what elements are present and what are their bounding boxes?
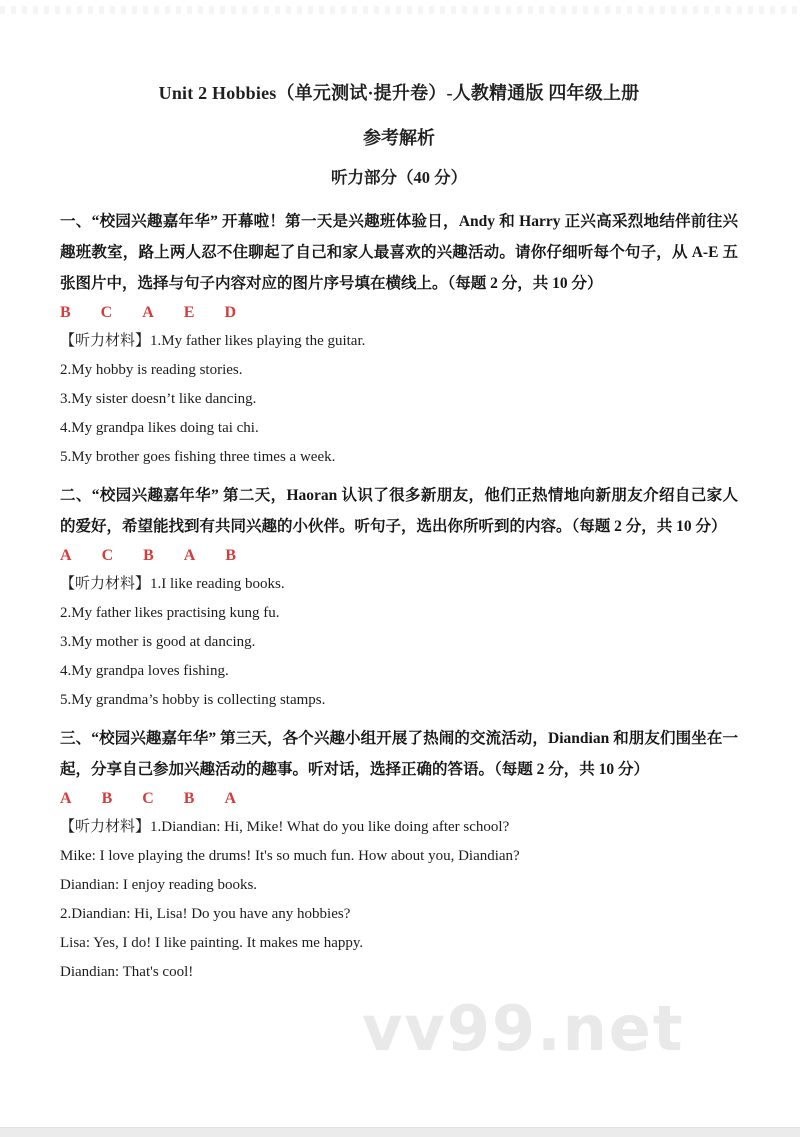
- answer-letter: A: [142, 304, 154, 321]
- material-line: [60, 570, 738, 599]
- material-line: 2.My father likes practising kung fu.: [60, 605, 280, 621]
- material-line: 5.My brother goes fishing three times a week.: [60, 449, 336, 465]
- page-bottom-edge: [0, 1127, 800, 1137]
- answer-letter: B: [143, 547, 154, 564]
- answer-letter: A: [60, 547, 72, 564]
- answer-letter: D: [224, 304, 237, 321]
- answer-letter: A: [224, 790, 237, 807]
- material-line: 2.My hobby is reading stories.: [60, 362, 243, 378]
- material-line: 3.My mother is good at dancing.: [60, 634, 256, 650]
- material-line-text: 1.My father likes playing the guitar.: [150, 333, 366, 349]
- sections-container: [60, 206, 738, 987]
- exam-section: [60, 480, 738, 715]
- listening-material: [60, 570, 738, 715]
- section-intro: 一、“校园兴趣嘉年华” 开幕啦！第一天是兴趣班体验日，Andy 和 Harry 正兴高采烈地结伴前往兴趣班教室，路上两人忍不住聊起了自己和家人最喜欢的兴趣活动。请你仔细听每个句子，从 A-E 五张图片中，选择与句子内容对应的图片序号填在横线上。（每题 2 分，共 10 分）: [60, 213, 738, 292]
- listening-material: [60, 327, 738, 472]
- answer-letter: A: [183, 547, 196, 564]
- material-line: Mike: I love playing the drums! It's so much fun. How about you, Diandian?: [60, 848, 520, 864]
- material-line: 3.My sister doesn’t like dancing.: [60, 391, 257, 407]
- answer-letter: E: [183, 304, 195, 321]
- material-line: Diandian: That's cool!: [60, 964, 194, 980]
- listening-material: [60, 813, 738, 987]
- answer-row: [60, 299, 738, 327]
- answer-row: [60, 542, 738, 570]
- exam-section: [60, 723, 738, 987]
- answer-letter: C: [100, 304, 113, 321]
- page-title: Unit 2 Hobbies（单元测试·提升卷）-人教精通版 四年级上册: [158, 83, 640, 103]
- exam-section: [60, 206, 738, 472]
- material-line-text: 1.I like reading books.: [150, 576, 285, 592]
- material-line: 4.My grandpa likes doing tai chi.: [60, 420, 259, 436]
- section-intro: 二、“校园兴趣嘉年华” 第二天，Haoran 认识了很多新朋友，他们正热情地向新朋友介绍自己家人的爱好，希望能找到有共同兴趣的小伙伴。听句子，选出你所听到的内容。（每题 2 分，共 10 分）: [60, 487, 738, 535]
- answer-letter: B: [183, 790, 195, 807]
- answer-row: [60, 785, 738, 813]
- part-heading: 听力部分（40 分）: [330, 168, 468, 187]
- material-line: 5.My grandma’s hobby is collecting stamps.: [60, 692, 326, 708]
- section-intro: 三、“校园兴趣嘉年华” 第三天，各个兴趣小组开展了热闹的交流活动，Diandian 和朋友们围坐在一起，分享自己参加兴趣活动的趣事。听对话，选择正确的答语。（每题 2 分，共 10 分）: [60, 730, 738, 778]
- material-line: Lisa: Yes, I do! I like painting. It makes me happy.: [60, 935, 364, 951]
- material-line: [60, 813, 738, 842]
- material-label: 【听力材料】: [60, 576, 151, 592]
- material-line: 4.My grandpa loves fishing.: [60, 663, 229, 679]
- answer-letter: C: [142, 790, 154, 807]
- material-line-text: 1.Diandian: Hi, Mike! What do you like doing after school?: [150, 819, 510, 835]
- answer-letter: B: [101, 790, 113, 807]
- material-line: 2.Diandian: Hi, Lisa! Do you have any hobbies?: [60, 906, 351, 922]
- page-subtitle: 参考解析: [363, 128, 435, 148]
- material-line: [60, 327, 738, 356]
- answer-letter: C: [101, 547, 114, 564]
- material-line: Diandian: I enjoy reading books.: [60, 877, 258, 893]
- material-label: 【听力材料】: [60, 333, 151, 349]
- material-label: 【听力材料】: [60, 819, 151, 835]
- watermark: vv99.net: [362, 992, 685, 1065]
- answer-letter: A: [60, 790, 72, 807]
- answer-letter: B: [225, 547, 237, 564]
- answer-letter: B: [60, 304, 71, 321]
